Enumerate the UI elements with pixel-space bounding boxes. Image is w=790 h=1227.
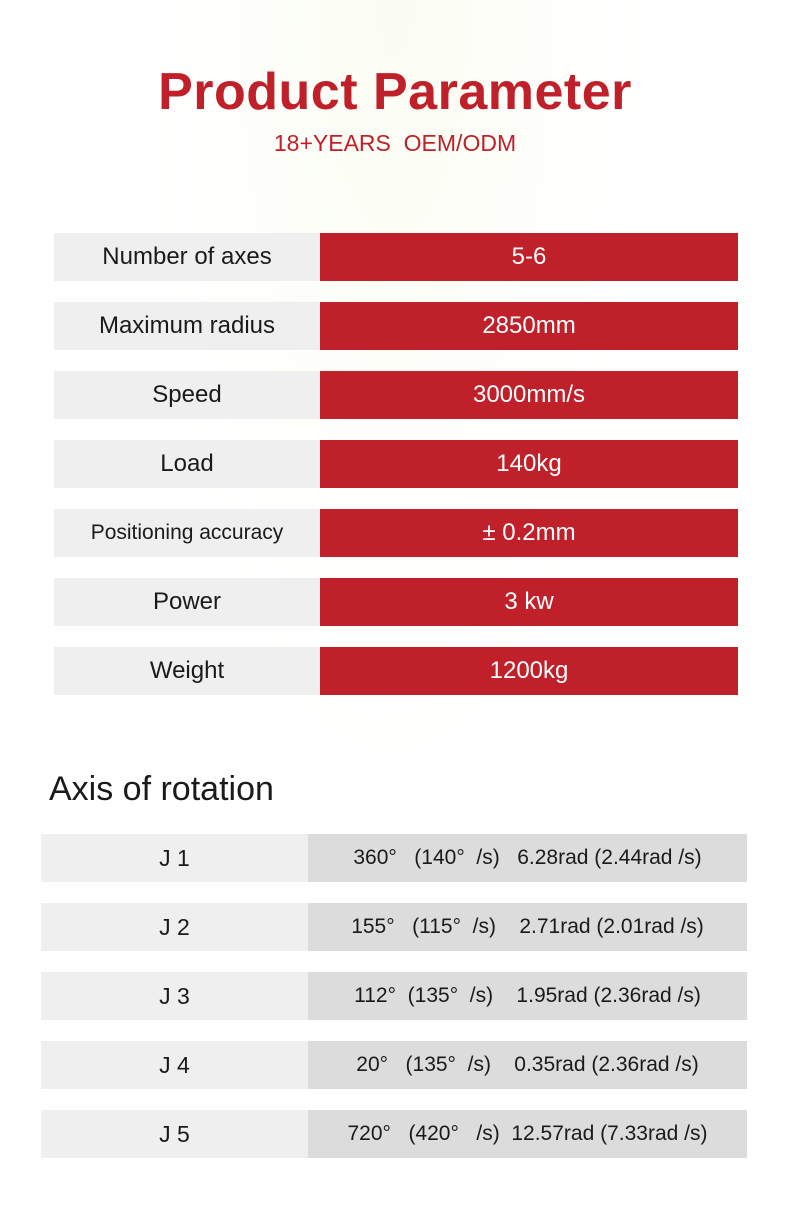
- param-label: Number of axes: [54, 233, 320, 281]
- param-value: 3 kw: [320, 578, 738, 626]
- param-label: Weight: [54, 647, 320, 695]
- param-row-axes: [54, 233, 738, 281]
- param-label: Positioning accuracy: [54, 509, 320, 557]
- axis-row-j3: [41, 972, 747, 1020]
- param-value: 3000mm/s: [320, 371, 738, 419]
- axis-value: 20° (135° /s) 0.35rad (2.36rad /s): [308, 1041, 747, 1089]
- param-value: 5-6: [320, 233, 738, 281]
- rotation-section-title: Axis of rotation: [49, 770, 274, 808]
- axis-label: J 1: [41, 834, 308, 882]
- param-row-speed: [54, 371, 738, 419]
- axis-row-j1: [41, 834, 747, 882]
- axis-label: J 4: [41, 1041, 308, 1089]
- axis-label: J 3: [41, 972, 308, 1020]
- axis-label: J 5: [41, 1110, 308, 1158]
- axis-row-j2: [41, 903, 747, 951]
- axis-row-j4: [41, 1041, 747, 1089]
- param-row-power: [54, 578, 738, 626]
- param-label: Maximum radius: [54, 302, 320, 350]
- axis-row-j5: [41, 1110, 747, 1158]
- axis-value: 155° (115° /s) 2.71rad (2.01rad /s): [308, 903, 747, 951]
- axis-value: 360° (140° /s) 6.28rad (2.44rad /s): [308, 834, 747, 882]
- param-label: Power: [54, 578, 320, 626]
- page-subtitle: 18+YEARS OEM/ODM: [273, 130, 517, 156]
- param-row-accuracy: [54, 509, 738, 557]
- rotation-table: [41, 834, 747, 1179]
- axis-value: 720° (420° /s) 12.57rad (7.33rad /s): [308, 1110, 747, 1158]
- parameter-table: [54, 233, 738, 716]
- param-row-radius: [54, 302, 738, 350]
- axis-label: J 2: [41, 903, 308, 951]
- param-row-weight: [54, 647, 738, 695]
- page-title: Product Parameter: [158, 63, 632, 121]
- param-label: Load: [54, 440, 320, 488]
- axis-value: 112° (135° /s) 1.95rad (2.36rad /s): [308, 972, 747, 1020]
- param-row-load: [54, 440, 738, 488]
- param-value: 1200kg: [320, 647, 738, 695]
- param-value: ± 0.2mm: [320, 509, 738, 557]
- param-value: 2850mm: [320, 302, 738, 350]
- param-label: Speed: [54, 371, 320, 419]
- param-value: 140kg: [320, 440, 738, 488]
